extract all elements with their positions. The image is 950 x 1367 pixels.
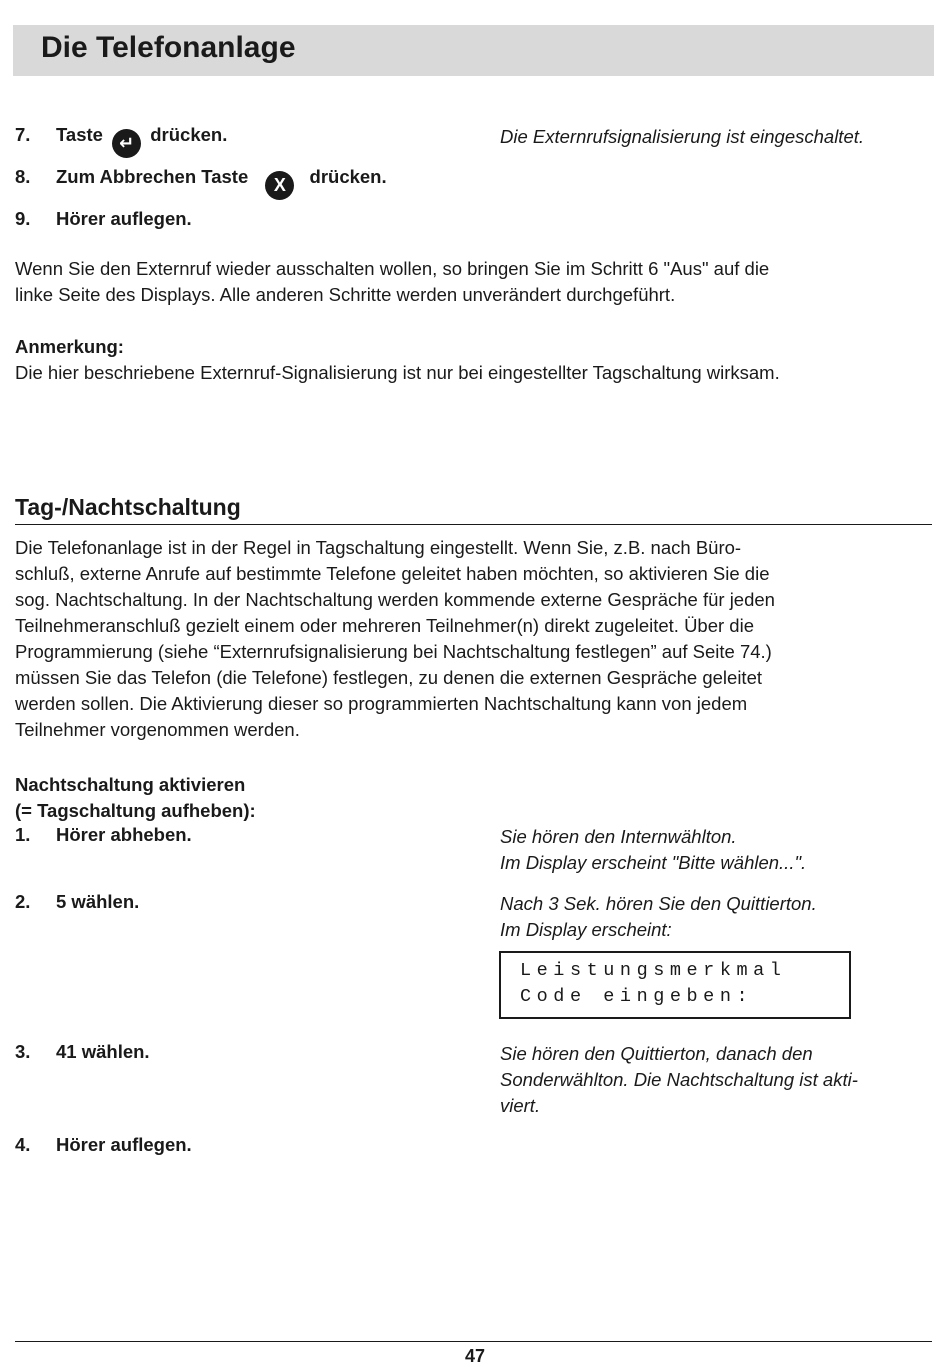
step-text: Hörer abheben. (56, 824, 192, 845)
step-number: 1. (15, 824, 31, 845)
step-number: 3. (15, 1041, 31, 1062)
page-number: 47 (464, 1346, 486, 1366)
step-number: 4. (15, 1134, 31, 1155)
header-bar (13, 25, 934, 76)
note-line: Im Display erscheint: (500, 919, 672, 940)
procedure-title-line: Nachtschaltung aktivieren (15, 774, 246, 795)
step-text: Zum Abbrechen Taste (56, 166, 249, 187)
procedure-step-3-note (500, 1041, 858, 1119)
remark-title: Anmerkung: (15, 336, 124, 357)
step-number: 8. (15, 166, 31, 187)
procedure-step-4 (15, 1134, 192, 1156)
step-9 (15, 208, 192, 230)
display-line: Code eingeben: (520, 986, 754, 1007)
page-title: Die Telefonanlage (41, 31, 296, 64)
step-7 (15, 124, 227, 158)
paragraph-line: müssen Sie das Telefon (die Telefone) festlegen, zu denen die externen Gespräche geleitet (15, 667, 763, 688)
paragraph-line: Teilnehmer vorgenommen werden. (15, 719, 300, 740)
paragraph-line: schluß, externe Anrufe auf bestimmte Telefone geleitet haben möchten, so aktivieren Sie die (15, 563, 770, 584)
remark-block (15, 334, 933, 386)
paragraph-external-call (15, 256, 933, 308)
step-number: 9. (15, 208, 31, 229)
note-line: Sie hören den Quittierton, danach den (500, 1043, 813, 1064)
step-text: Hörer auflegen. (56, 208, 192, 229)
note-line: Sonderwählton. Die Nachtschaltung ist akti- (500, 1069, 858, 1090)
step-text: Taste (56, 124, 103, 145)
procedure-step-2 (15, 891, 139, 913)
procedure-step-1 (15, 824, 192, 846)
display-readout (499, 951, 851, 1019)
step-text: drücken. (309, 166, 387, 187)
step-7-note: Die Externrufsignalisierung ist eingeschaltet. (500, 126, 865, 147)
paragraph-line: Die Telefonanlage ist in der Regel in Tagschaltung eingestellt. Wenn Sie, z.B. nach Büro- (15, 537, 742, 558)
section-title: Tag-/Nachtschaltung (15, 494, 241, 520)
note-line: Im Display erscheint "Bitte wählen...". (500, 852, 807, 873)
section-paragraph (15, 535, 933, 743)
procedure-title-line: (= Tagschaltung aufheben): (15, 800, 256, 821)
footer-divider (15, 1341, 932, 1342)
step-number: 2. (15, 891, 31, 912)
note-line: Nach 3 Sek. hören Sie den Quittierton. (500, 893, 817, 914)
step-text: Hörer auflegen. (56, 1134, 192, 1155)
paragraph-line: werden sollen. Die Aktivierung dieser so programmierten Nachtschaltung kann von jedem (15, 693, 748, 714)
paragraph-line: Teilnehmeranschluß gezielt einem oder mehreren Teilnehmer(n) direkt zugeleitet. Über die (15, 615, 754, 636)
cancel-key-icon: X (265, 171, 294, 200)
enter-key-icon: ↵ (112, 129, 141, 158)
step-number: 7. (15, 124, 31, 145)
paragraph-line: Wenn Sie den Externruf wieder ausschalten wollen, so bringen Sie im Schritt 6 "Aus" auf die (15, 258, 770, 279)
paragraph-line: Programmierung (siehe “Externrufsignalisierung bei Nachtschaltung festlegen” auf Seite 74.) (15, 641, 772, 662)
procedure-step-2-note (500, 891, 817, 943)
display-line: Leistungsmerkmal (520, 960, 787, 981)
procedure-title (15, 772, 933, 824)
step-text: 5 wählen. (56, 891, 140, 912)
procedure-step-1-note (500, 824, 806, 876)
paragraph-line: linke Seite des Displays. Alle anderen Schritte werden unverändert durchgeführt. (15, 284, 676, 305)
step-text: drücken. (150, 124, 228, 145)
section-divider (15, 524, 932, 525)
procedure-step-3 (15, 1041, 150, 1063)
remark-text: Die hier beschriebene Externruf-Signalisierung ist nur bei eingestellter Tagschaltung wirksam. (15, 362, 780, 383)
note-line: Sie hören den Internwählton. (500, 826, 737, 847)
step-8 (15, 166, 387, 200)
step-text: 41 wählen. (56, 1041, 150, 1062)
paragraph-line: sog. Nachtschaltung. In der Nachtschaltung werden kommende externe Gespräche für jeden (15, 589, 775, 610)
note-line: viert. (500, 1095, 541, 1116)
